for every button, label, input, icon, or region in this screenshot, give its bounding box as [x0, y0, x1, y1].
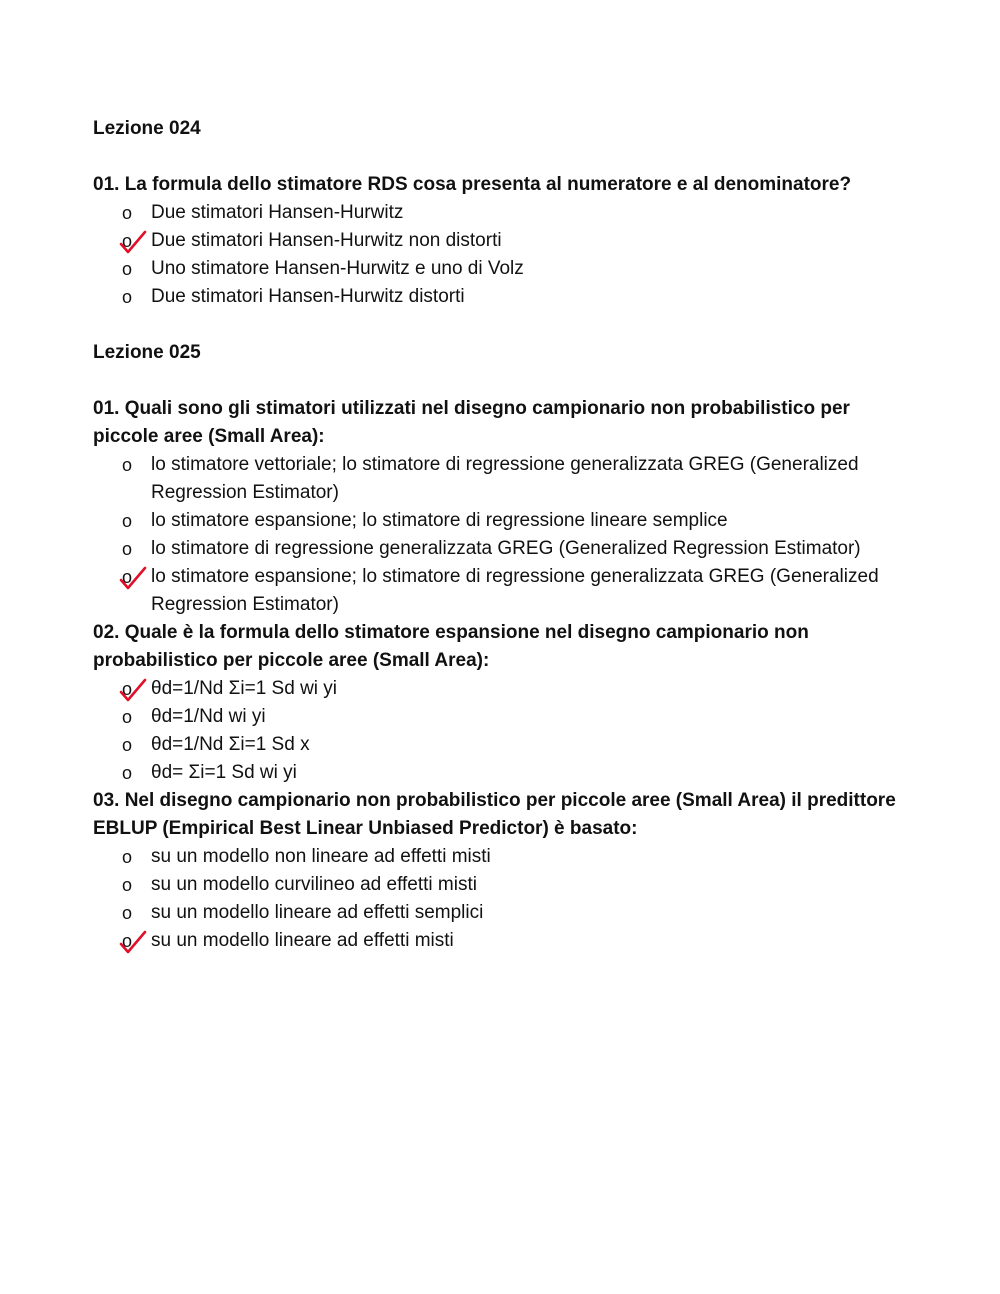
- circle-bullet-icon: o: [122, 847, 133, 867]
- question-block: [93, 787, 913, 955]
- answer-text: lo stimatore vettoriale; lo stimatore di regressione generalizzata GREG (Generalized Regression Estimator): [151, 454, 859, 503]
- red-checkmark-icon: [119, 566, 147, 592]
- answer-option: [93, 759, 913, 787]
- circle-bullet-icon: o: [122, 511, 133, 531]
- question-block: [93, 395, 913, 619]
- answer-option-correct: [93, 563, 913, 619]
- circle-bullet-icon: o: [122, 539, 133, 559]
- spacer: [93, 367, 913, 395]
- spacer: [93, 311, 913, 339]
- answer-option: [93, 199, 913, 227]
- answer-option: [93, 255, 913, 283]
- answer-option: [93, 283, 913, 311]
- answer-text: Uno stimatore Hansen-Hurwitz e uno di Volz: [151, 258, 524, 279]
- document-page: [93, 115, 913, 955]
- question-block: [93, 171, 913, 311]
- answer-option: [93, 899, 913, 927]
- answer-text: su un modello non lineare ad effetti misti: [151, 846, 491, 867]
- red-checkmark-icon: [119, 230, 147, 256]
- question-text: 01. La formula dello stimatore RDS cosa presenta al numeratore e al denominatore?: [93, 174, 852, 195]
- circle-bullet-icon: o: [122, 763, 133, 783]
- answer-text: θd=1/Nd wi yi: [151, 706, 266, 727]
- answer-text: su un modello lineare ad effetti misti: [151, 930, 454, 951]
- answer-option: [93, 731, 913, 759]
- circle-bullet-icon: o: [122, 203, 133, 223]
- answer-text: lo stimatore espansione; lo stimatore di regressione lineare semplice: [151, 510, 728, 531]
- answer-text: θd=1/Nd Σi=1 Sd wi yi: [151, 678, 338, 699]
- answer-text: θd=1/Nd Σi=1 Sd x: [151, 734, 310, 755]
- circle-bullet-icon: o: [122, 735, 133, 755]
- answer-text: Due stimatori Hansen-Hurwitz distorti: [151, 286, 465, 307]
- question-text: 03. Nel disegno campionario non probabilistico per piccole aree (Small Area) il predittore EBLUP (Empirical Best Linear Unbiased Predictor) è basato:: [93, 790, 896, 839]
- answer-option: [93, 451, 913, 507]
- question-text: 01. Quali sono gli stimatori utilizzati nel disegno campionario non probabilistico per piccole aree (Small Area):: [93, 398, 850, 447]
- lesson-title: Lezione 025: [93, 342, 201, 363]
- circle-bullet-icon: o: [122, 259, 133, 279]
- circle-bullet-icon: o: [122, 707, 133, 727]
- spacer: [93, 143, 913, 171]
- answer-text: lo stimatore espansione; lo stimatore di regressione generalizzata GREG (Generalized Regression Estimator): [151, 566, 879, 615]
- circle-bullet-icon: o: [122, 679, 133, 699]
- answer-list: [93, 199, 913, 311]
- answer-text: lo stimatore di regressione generalizzata GREG (Generalized Regression Estimator): [151, 538, 861, 559]
- answer-option: [93, 507, 913, 535]
- answer-list: [93, 843, 913, 955]
- question-block: [93, 619, 913, 787]
- answer-list: [93, 451, 913, 619]
- answer-option: [93, 871, 913, 899]
- lesson-section: [93, 339, 913, 955]
- answer-option: [93, 843, 913, 871]
- lesson-section: [93, 115, 913, 339]
- answer-text: Due stimatori Hansen-Hurwitz: [151, 202, 404, 223]
- circle-bullet-icon: o: [122, 903, 133, 923]
- circle-bullet-icon: o: [122, 931, 133, 951]
- circle-bullet-icon: o: [122, 231, 133, 251]
- circle-bullet-icon: o: [122, 455, 133, 475]
- answer-list: [93, 675, 913, 787]
- answer-text: su un modello lineare ad effetti semplici: [151, 902, 484, 923]
- lesson-title: Lezione 024: [93, 118, 201, 139]
- answer-option-correct: [93, 675, 913, 703]
- answer-option-correct: [93, 927, 913, 955]
- answer-text: θd= Σi=1 Sd wi yi: [151, 762, 297, 783]
- circle-bullet-icon: o: [122, 287, 133, 307]
- red-checkmark-icon: [119, 678, 147, 704]
- circle-bullet-icon: o: [122, 875, 133, 895]
- answer-text: Due stimatori Hansen-Hurwitz non distorti: [151, 230, 502, 251]
- answer-option: [93, 703, 913, 731]
- circle-bullet-icon: o: [122, 567, 133, 587]
- answer-option: [93, 535, 913, 563]
- answer-option-correct: [93, 227, 913, 255]
- answer-text: su un modello curvilineo ad effetti misti: [151, 874, 477, 895]
- red-checkmark-icon: [119, 930, 147, 956]
- question-text: 02. Quale è la formula dello stimatore espansione nel disegno campionario non probabilistico per piccole aree (Small Area):: [93, 622, 809, 671]
